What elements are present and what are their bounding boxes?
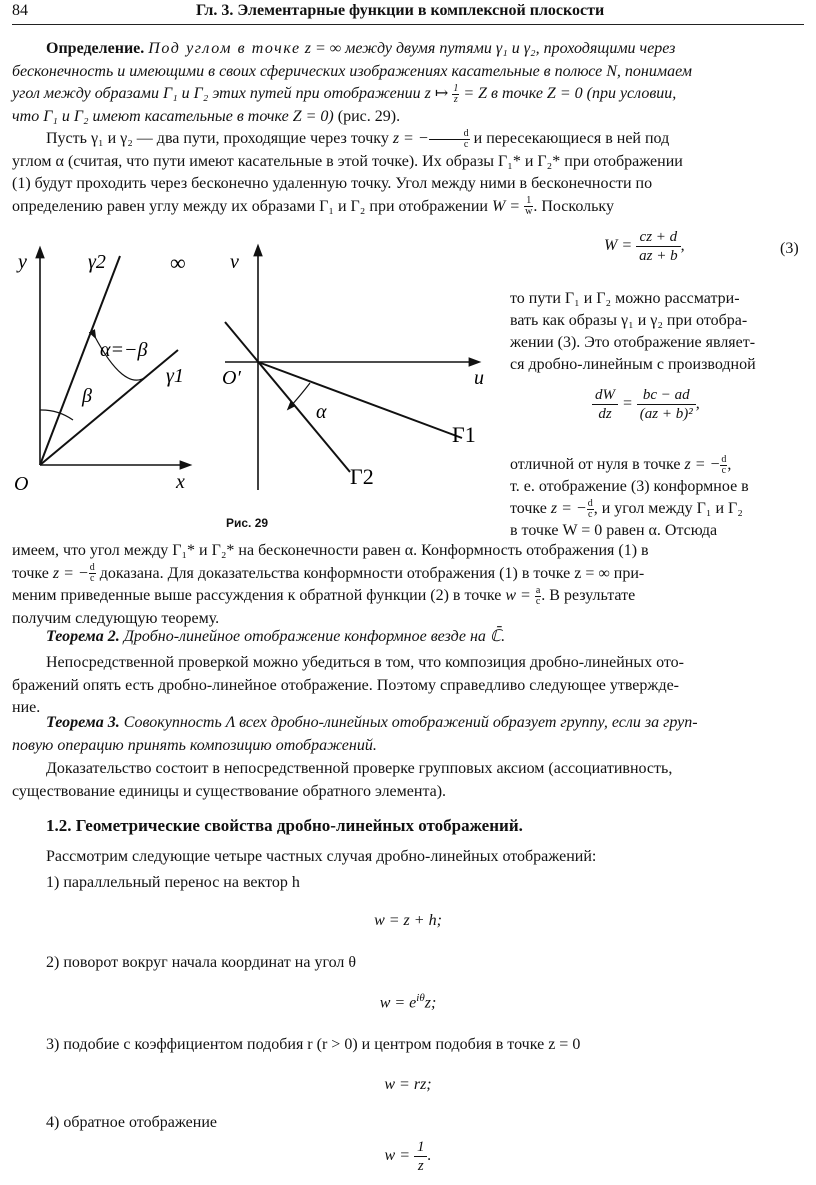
case-4: 4) обратное отображение	[46, 1114, 217, 1131]
frac-num: d	[429, 129, 470, 140]
frac-den: (az + b)²	[639, 406, 693, 422]
gamma2-label: γ2	[88, 251, 106, 273]
frac-den: c	[89, 573, 95, 585]
path-gamma1	[40, 350, 178, 465]
case-1-equation: w = z + h;	[374, 912, 442, 929]
equation-3	[604, 228, 685, 265]
side-line: жении (3). Это отображение являет-	[510, 334, 756, 351]
fraction-d-over-c	[720, 455, 727, 476]
definition-block	[12, 38, 804, 128]
math: w =	[505, 587, 531, 604]
Gamma2-label: Γ2	[350, 464, 374, 489]
side-line: в точке W = 0 равен α. Отсюда	[510, 522, 718, 539]
definition-text: бесконечность и имеющими в своих сферических изображениях касательные в полюсе N, понимаем	[12, 62, 692, 80]
y-label: y	[18, 251, 27, 273]
x-label: x	[176, 471, 185, 493]
definition-text-part: угол между образами Γ₁ и Γ₂ этих путей при отображении z ↦	[12, 85, 449, 102]
side-line	[510, 498, 804, 520]
eq3-fraction	[636, 228, 680, 265]
derivative-fraction	[637, 386, 696, 423]
alpha-eq-label: α=−β	[100, 339, 148, 361]
definition-text: z = ∞	[304, 40, 342, 57]
section-heading: 1.2. Геометрические свойства дробно-линейных отображений.	[46, 816, 523, 835]
eq-part: z;	[424, 994, 437, 1012]
running-title: Гл. 3. Элементарные функции в комплексной плоскости	[196, 2, 605, 19]
paragraph-2	[12, 540, 804, 630]
text: точке	[12, 564, 49, 582]
paragraph-line: ние.	[12, 699, 41, 716]
frac-den: az + b	[639, 248, 678, 264]
theorem-label: Теорема 3.	[46, 714, 120, 731]
text: . Поскольку	[533, 197, 614, 215]
frac-num: d	[587, 497, 593, 509]
text: доказана. Для доказательства конформности отображения (1) в точке z = ∞ при-	[99, 564, 645, 582]
side-line: вать как образы γ₁ и γ₂ при отобра-	[510, 312, 748, 329]
frac-den: c	[587, 508, 593, 520]
text: , и угол между Γ₁ и Γ₂	[593, 500, 743, 517]
frac-num: 1	[524, 196, 533, 207]
frac-num: bc − ad	[637, 386, 696, 405]
case-2: 2) поворот вокруг начала координат на угол θ	[46, 954, 357, 971]
side-line: то пути Γ₁ и Γ₂ можно рассматри-	[510, 290, 740, 307]
frac-num: cz + d	[636, 228, 680, 247]
frac-num: a	[535, 584, 541, 596]
math: z = −	[684, 456, 721, 473]
frac-den: dz	[598, 406, 612, 422]
paragraph-line: углом α (считая, что пути имеют касательные в этой точке). Их образы Γ₁* и Γ₂* при отображении	[12, 152, 683, 170]
fraction-one-over-z	[452, 84, 459, 105]
frac-num: d	[89, 562, 95, 574]
side-text-bottom	[510, 454, 804, 542]
text: Пусть γ₁ и γ₂ — два пути, проходящие через точку	[46, 130, 389, 147]
definition-text-part: что Γ₁ и Γ₂ имеют касательные в точке Z = 0)	[12, 107, 334, 125]
beta-label: β	[82, 385, 92, 407]
text: меним приведенные выше рассуждения к обратной функции (2) в точке	[12, 587, 502, 604]
fraction-one-over-w	[524, 196, 533, 217]
case-1: 1) параллельный перенос на вектор h	[46, 874, 300, 891]
frac-num: 1	[414, 1138, 428, 1157]
frac-den: c	[463, 138, 469, 150]
origin-label: O	[14, 473, 29, 495]
theorem-text: Совокупность Λ всех дробно-линейных отображений образует группу, если за груп-	[123, 714, 698, 731]
theorem-label: Теорема 2.	[46, 628, 120, 645]
definition-text: Под углом в точке	[148, 40, 301, 57]
side-text-top	[510, 288, 804, 376]
text: отличной от нуля в точке	[510, 456, 681, 473]
eq-tail: ,	[680, 237, 685, 255]
infinity-label: ∞	[170, 250, 186, 275]
eq-part: w = e	[379, 994, 417, 1012]
Gamma1-label: Γ1	[452, 422, 476, 447]
paragraph-line: получим следующую теорему.	[12, 609, 220, 627]
eq-sign: =	[622, 395, 633, 413]
eq-part: .	[427, 1147, 432, 1165]
paragraph-line: имеем, что угол между Γ₁* и Γ₂* на бесконечности равен α. Конформность отображения (1) в	[12, 542, 649, 559]
paragraph-1	[12, 128, 804, 218]
dW-dz	[592, 386, 618, 423]
paragraph-line	[12, 585, 804, 608]
paragraph-line	[12, 563, 804, 586]
math: z = −	[52, 564, 89, 582]
derivative-equation	[592, 386, 700, 423]
paragraph-4	[12, 758, 804, 803]
math: W =	[491, 197, 521, 215]
fraction-d-over-c	[587, 499, 594, 520]
paragraph-line: существование единицы и существование обратного элемента).	[12, 782, 447, 800]
eq-tail: ,	[695, 395, 700, 413]
frac-den: z	[417, 1158, 424, 1174]
alpha-arc-right	[290, 383, 310, 407]
frac-num: 1	[453, 82, 459, 94]
figure-reference: (рис. 29).	[337, 107, 401, 125]
theorem-3	[12, 712, 804, 757]
eq-exponent: iθ	[416, 992, 425, 1004]
paragraph-3	[12, 652, 804, 720]
fraction-one-over-z	[414, 1138, 428, 1175]
side-line: отличной от нуля в точке z = − $\frac{d}{c}$ ,	[510, 453, 732, 476]
math: z = −	[550, 500, 587, 517]
side-line: ся дробно-линейным с производной	[510, 356, 756, 373]
paragraph-line	[12, 128, 804, 151]
figure-29	[0, 236, 500, 516]
case-3-equation: w = rz;	[384, 1076, 432, 1093]
eq-lhs: W =	[604, 237, 633, 255]
definition-text: между двумя путями γ₁ и γ₂, проходящими через	[345, 40, 676, 57]
eq-part: w =	[384, 1147, 410, 1165]
path-Gamma1	[258, 362, 462, 438]
figure-caption: Рис. 29	[226, 516, 269, 530]
path-Gamma2	[225, 322, 350, 472]
side-line: т. е. отображение (3) конформное в	[510, 478, 749, 495]
paragraph-line	[12, 196, 804, 219]
origin-prime-label: O′	[222, 367, 241, 389]
frac-num: dW	[592, 386, 618, 405]
frac-num: d	[721, 453, 727, 465]
text: . В результате	[541, 587, 636, 604]
theorem-2	[12, 626, 804, 649]
text: точке	[510, 500, 547, 517]
paragraph-line: Доказательство состоит в непосредственной проверке групповых аксиом (ассоциативность,	[46, 760, 673, 777]
case-3: 3) подобие с коэффициентом подобия r (r > 0) и центром подобия в точке z = 0	[46, 1036, 581, 1053]
paragraph-line: (1) будут проходить через бесконечно удаленную точку. Угол между ними в бесконечности по	[12, 175, 653, 192]
case-4-equation	[0, 1138, 816, 1175]
equation-number: (3)	[780, 240, 799, 257]
text: определению равен углу между их образами Γ₁ и Γ₂ при отображении	[12, 197, 488, 215]
definition-text	[12, 106, 804, 129]
beta-arc	[40, 410, 73, 420]
page-header	[12, 2, 804, 24]
header-rule	[12, 24, 804, 25]
alpha-label: α	[316, 401, 327, 423]
theorem-text: повую операцию принять композицию отображений.	[12, 736, 377, 754]
v-label: v	[230, 251, 239, 273]
frac-den: z	[453, 93, 458, 105]
definition-text-part: = Z в точке Z = 0 (при условии,	[463, 85, 677, 102]
frac-den: w	[525, 206, 533, 218]
math: z = −	[392, 130, 429, 147]
fraction-d-over-c	[429, 129, 470, 150]
frac-den: c	[535, 595, 541, 607]
definition-text	[12, 83, 804, 106]
paragraph-line: Непосредственной проверкой можно убедиться в том, что композиция дробно-линейных ото-	[46, 654, 684, 671]
cases-intro: Рассмотрим следующие четыре частных случая дробно-линейных отображений:	[46, 848, 597, 865]
paragraph-line: бражений опять есть дробно-линейное отображение. Поэтому справедливо следующее утвержде-	[12, 676, 680, 694]
frac-den: c	[721, 464, 727, 476]
case-2-equation	[0, 992, 816, 1012]
u-label: u	[474, 367, 484, 389]
gamma1-label: γ1	[166, 365, 184, 387]
fraction-d-over-c	[89, 563, 96, 584]
page-number: 84	[12, 2, 28, 19]
theorem-text: Дробно-линейное отображение конформное везде на ℂ̄.	[123, 628, 506, 645]
definition-label: Определение.	[46, 40, 145, 57]
text: и пересекающиеся в ней под	[473, 130, 670, 147]
